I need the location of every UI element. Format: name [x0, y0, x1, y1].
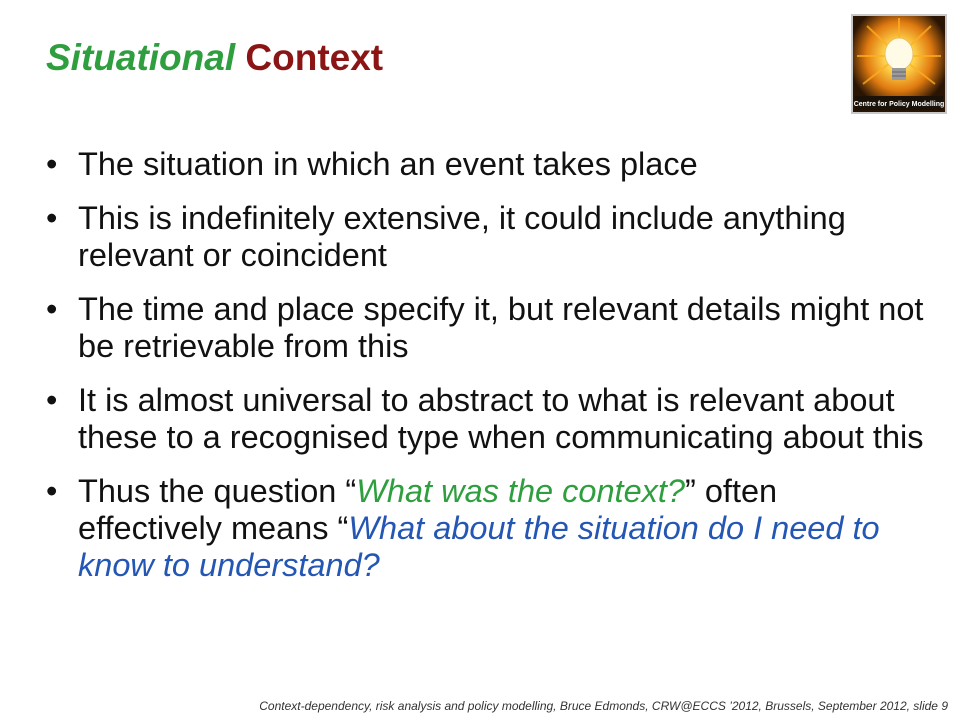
quote-context: What was the context?	[356, 473, 685, 509]
bullet-mid: ” often effectively means “	[78, 473, 778, 546]
slide-footer: Context-dependency, risk analysis and policy modelling, Bruce Edmonds, CRW@ECCS ’2012, Brussels, September 2012, slide 9	[259, 699, 948, 713]
bullet-list	[46, 146, 926, 601]
bullet-dot: •	[46, 291, 58, 327]
bullet-text: It is almost universal to abstract to what is relevant about these to a recognised type when communicating about this	[78, 382, 924, 455]
bullet-text: This is indefinitely extensive, it could include anything relevant or coincident	[78, 200, 846, 273]
bullet-item	[46, 146, 926, 183]
bullet-dot: •	[46, 473, 58, 509]
bullet-dot: •	[46, 382, 58, 418]
bullet-text: The time and place specify it, but relevant details might not be retrievable from this	[78, 291, 924, 364]
bullet-lead: Thus the question “	[78, 473, 357, 509]
bullet-dot: •	[46, 200, 58, 236]
bullet-text: The situation in which an event takes place	[78, 146, 698, 182]
bullet-dot: •	[46, 146, 58, 182]
bullet-item	[46, 473, 926, 584]
bullet-item	[46, 200, 926, 274]
cpm-logo	[851, 14, 947, 114]
lightbulb-icon	[853, 16, 945, 112]
title-context: Context	[235, 37, 384, 78]
slide-title	[46, 38, 383, 79]
bullet-item	[46, 291, 926, 365]
quote-situation: What about the situation do I need to know to understand?	[78, 510, 880, 583]
logo-text: Centre for Policy Modelling	[853, 101, 945, 108]
bullet-item	[46, 382, 926, 456]
title-situational: Situational	[46, 37, 236, 78]
